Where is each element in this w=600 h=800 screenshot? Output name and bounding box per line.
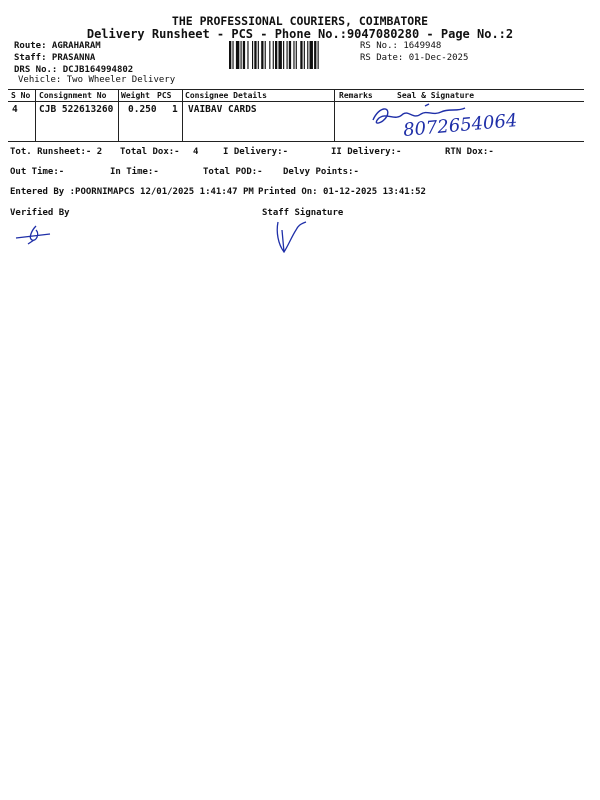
verifier-signature-scribble	[14, 220, 54, 246]
column-divider	[35, 90, 36, 141]
company-title: THE PROFESSIONAL COURIERS, COIMBATORE	[171, 14, 429, 28]
verified-by-label: Verified By	[10, 208, 70, 218]
entered-by: Entered By :POORNIMAPCS 12/01/2025 1:41:47 PM	[10, 187, 254, 197]
header-consignee: Consignee Details	[185, 91, 267, 100]
rtn-dox: RTN Dox:-	[445, 147, 494, 157]
rs-number: RS No.: 1649948	[360, 41, 442, 51]
header-weight: Weight	[121, 91, 150, 100]
total-pod: Total POD:-	[203, 167, 263, 177]
header-remarks: Remarks	[339, 91, 373, 100]
total-dox-label: Total Dox:-	[120, 147, 180, 157]
vehicle-text: Vehicle: Two Wheeler Delivery	[18, 75, 176, 85]
total-runsheet: Tot. Runsheet:- 2	[10, 147, 103, 157]
row-sno: 4	[12, 104, 18, 115]
barcode-image	[228, 41, 356, 69]
header-sno: S No	[11, 91, 31, 100]
i-delivery: I Delivery:-	[223, 147, 289, 157]
row-weight: 0.250	[128, 104, 157, 115]
header-consignment: Consignment No	[39, 91, 107, 100]
row-consignee: VAIBAV CARDS	[188, 104, 257, 115]
staff-text: Staff: PRASANNA	[14, 53, 96, 63]
row-consignment-no: CJB 522613260	[39, 104, 114, 115]
column-divider	[334, 90, 335, 141]
staff-signature-scribble	[272, 218, 312, 258]
runsheet-subtitle: Delivery Runsheet - PCS - Phone No.:9047080280 - Page No.:2	[86, 27, 514, 41]
row-pcs: 1	[172, 104, 178, 115]
delvy-points: Delvy Points:-	[283, 167, 359, 177]
column-divider	[182, 90, 183, 141]
column-divider	[118, 90, 119, 141]
out-time: Out Time:-	[10, 167, 65, 177]
total-dox-value: 4	[193, 147, 199, 157]
header-seal-signature: Seal & Signature	[397, 91, 475, 100]
ii-delivery: II Delivery:-	[331, 147, 402, 157]
printed-on: Printed On: 01-12-2025 13:41:52	[258, 187, 426, 197]
header-pcs: PCS	[157, 91, 172, 100]
staff-signature-label: Staff Signature	[262, 208, 344, 218]
handwritten-phone-number: 8072654064	[402, 110, 519, 141]
rs-date: RS Date: 01-Dec-2025	[360, 53, 469, 63]
in-time: In Time:-	[110, 167, 159, 177]
drs-number: DRS No.: DCJB164994802	[14, 65, 134, 75]
route-text: Route: AGRAHARAM	[14, 41, 101, 51]
